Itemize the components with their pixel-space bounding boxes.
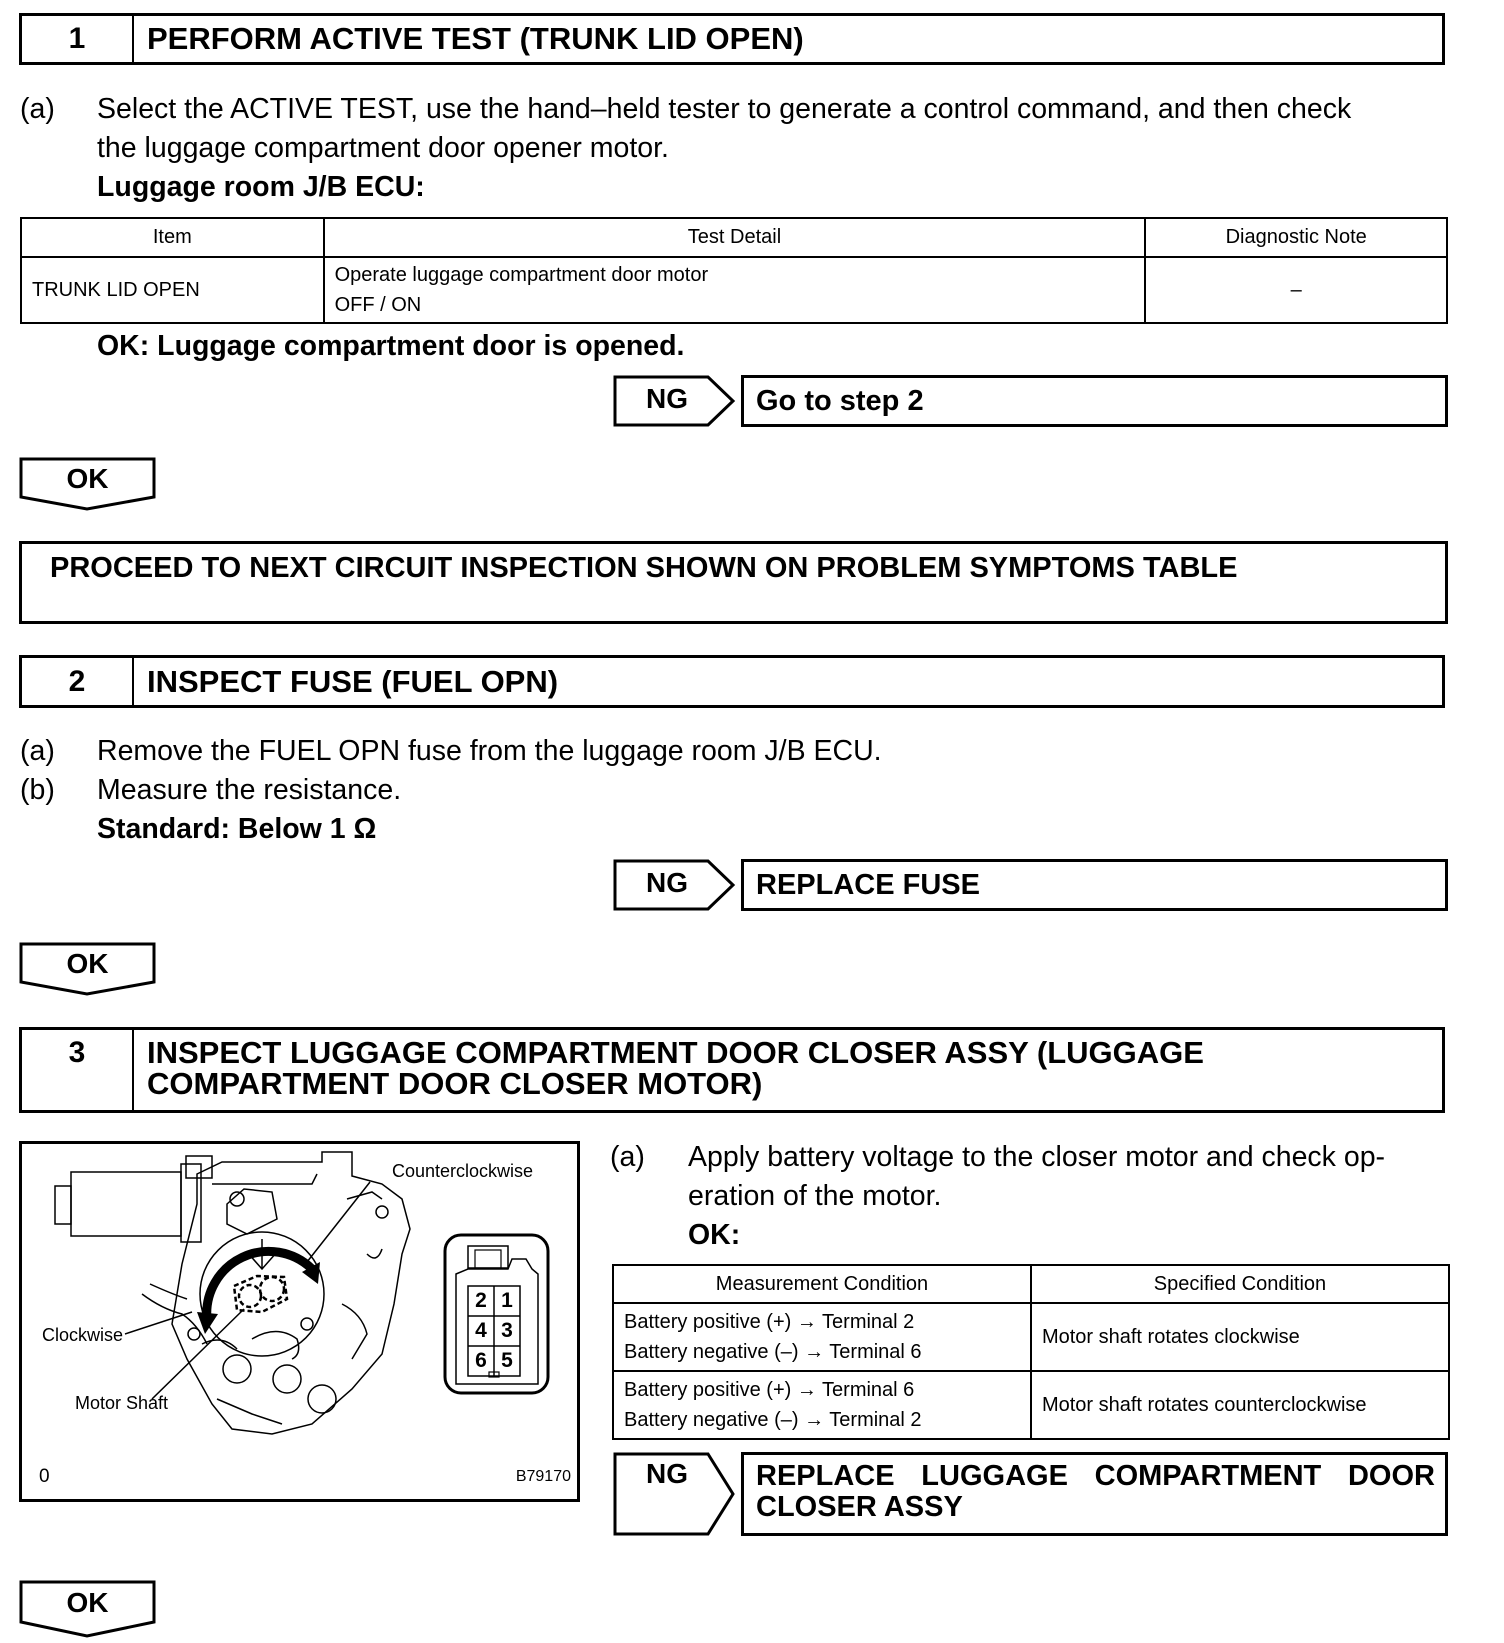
step-title	[134, 1030, 1442, 1110]
ok-criteria: OK: Luggage compartment door is opened.	[97, 330, 685, 362]
label-motor-shaft: Motor Shaft	[75, 1393, 169, 1413]
action-line: REPLACE LUGGAGE COMPARTMENT DOOR	[756, 1460, 1435, 1492]
figure-corner-mark: 0	[39, 1466, 50, 1487]
proceed-box: PROCEED TO NEXT CIRCUIT INSPECTION SHOWN ON PROBLEM SYMPTOMS TABLE	[19, 541, 1448, 624]
ng-label: NG	[646, 1458, 688, 1489]
table-row	[21, 257, 1447, 323]
standard-value: Standard: Below 1 Ω	[97, 813, 377, 845]
table-row	[613, 1303, 1449, 1371]
instruction-line: eration of the motor.	[688, 1180, 942, 1212]
title-line: COMPARTMENT DOOR CLOSER MOTOR)	[147, 1066, 763, 1101]
cell-condition	[613, 1303, 1031, 1371]
instruction-line: Remove the FUEL OPN fuse from the luggage room J/B ECU.	[97, 735, 882, 767]
step-title: INSPECT FUSE (FUEL OPN)	[147, 664, 559, 699]
step-number: 3	[22, 1030, 134, 1110]
pin-label: 5	[501, 1349, 513, 1372]
ng-action-box[interactable]: REPLACE FUSE	[741, 859, 1448, 911]
step-number: 1	[22, 16, 134, 62]
ng-action-box[interactable]	[741, 1452, 1448, 1536]
item-label: (b)	[20, 774, 55, 806]
instruction-line: Measure the resistance.	[97, 774, 402, 806]
step-title: PERFORM ACTIVE TEST (TRUNK LID OPEN)	[147, 21, 804, 56]
title-line: INSPECT LUGGAGE COMPARTMENT DOOR CLOSER ASSY (LUGGAGE	[147, 1035, 1204, 1070]
figure-code: B79170	[515, 1468, 571, 1485]
cell-note: –	[1145, 257, 1447, 323]
label-clockwise: Clockwise	[42, 1325, 124, 1345]
instruction-line: the luggage compartment door opener motor.	[97, 132, 669, 164]
ok-label: OK	[66, 463, 109, 494]
ng-label: NG	[646, 383, 688, 414]
closer-motor-illustration	[19, 1141, 580, 1502]
pin-label: 6	[475, 1349, 487, 1372]
ok-flag[interactable]	[19, 942, 156, 997]
condition-line: Battery positive (+) → Terminal 2	[624, 1311, 915, 1333]
cell-item: TRUNK LID OPEN	[21, 257, 324, 323]
step-number: 2	[22, 658, 134, 705]
ng-label: NG	[646, 867, 688, 898]
step-1-instruction	[20, 90, 1450, 207]
column-header-test-detail: Test Detail	[324, 218, 1146, 257]
column-header-specified-condition: Specified Condition	[1031, 1265, 1449, 1303]
detail-line: Operate luggage compartment door motor	[334, 264, 709, 286]
ok-label: OK	[66, 1587, 109, 1618]
condition-line: Battery negative (–) → Terminal 6	[624, 1341, 922, 1363]
step-2-instructions	[20, 732, 1450, 849]
cell-condition	[613, 1371, 1031, 1439]
ok-heading: OK:	[688, 1219, 741, 1251]
ng-flag[interactable]	[613, 375, 738, 427]
pin-label: 2	[475, 1289, 487, 1312]
condition-line: Battery negative (–) → Terminal 2	[624, 1409, 922, 1431]
condition-line: Battery positive (+) → Terminal 6	[624, 1379, 915, 1401]
detail-line: OFF / ON	[334, 294, 422, 316]
column-header-measurement-condition: Measurement Condition	[613, 1265, 1031, 1303]
instruction-line: Apply battery voltage to the closer motor and check op-	[688, 1141, 1386, 1173]
pin-label: 1	[501, 1289, 513, 1312]
item-label: (a)	[610, 1141, 645, 1173]
ng-action-box[interactable]: Go to step 2	[741, 375, 1448, 427]
instruction-line: Select the ACTIVE TEST, use the hand–held tester to generate a control command, and then check	[97, 93, 1352, 125]
ok-label: OK	[66, 948, 109, 979]
active-test-table	[20, 217, 1448, 324]
motor-operation-table	[612, 1264, 1450, 1440]
item-label: (a)	[20, 93, 55, 125]
pin-label: 4	[475, 1319, 487, 1342]
item-label: (a)	[20, 735, 55, 767]
ng-flag[interactable]	[613, 1452, 738, 1536]
ok-flag[interactable]	[19, 457, 156, 512]
pin-label: 3	[501, 1319, 513, 1342]
ok-flag[interactable]	[19, 1580, 156, 1638]
connector-pins	[468, 1286, 520, 1376]
column-header-diagnostic-note: Diagnostic Note	[1145, 218, 1447, 257]
subheading: Luggage room J/B ECU:	[97, 171, 425, 203]
ng-flag[interactable]	[613, 859, 738, 911]
column-header-item: Item	[21, 218, 324, 257]
step-2-header	[19, 655, 1445, 708]
label-counterclockwise: Counterclockwise	[392, 1161, 534, 1181]
cell-spec: Motor shaft rotates clockwise	[1031, 1303, 1449, 1371]
step-1-header	[19, 13, 1445, 65]
action-line: CLOSER ASSY	[756, 1491, 963, 1523]
step-3-header	[19, 1027, 1445, 1113]
step-3-instruction	[610, 1138, 1450, 1255]
cell-spec: Motor shaft rotates counterclockwise	[1031, 1371, 1449, 1439]
table-row	[613, 1371, 1449, 1439]
cell-detail	[324, 257, 1146, 323]
